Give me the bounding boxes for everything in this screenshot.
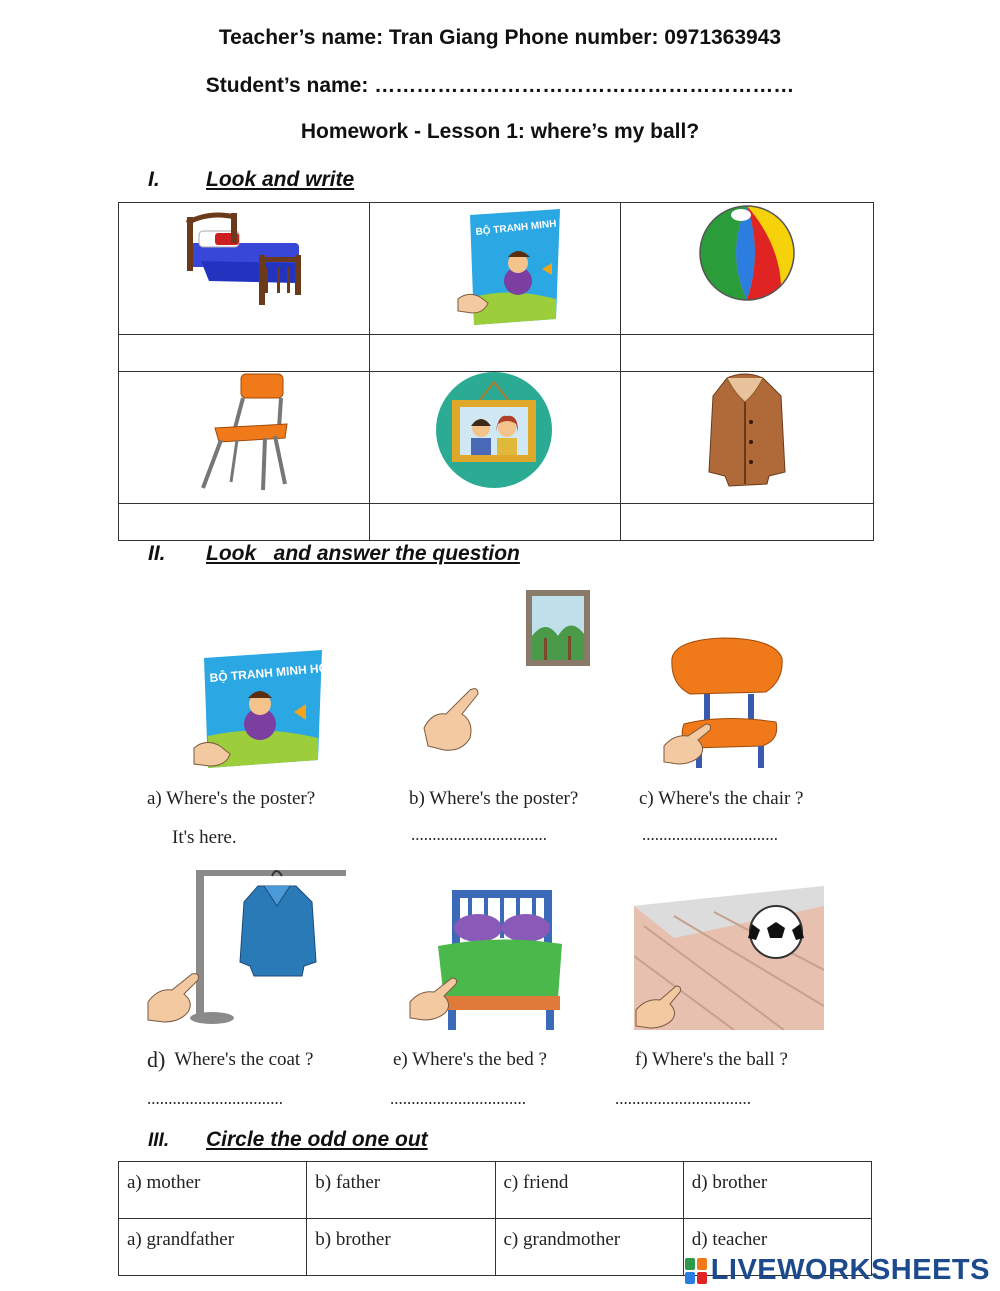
answer-b-line[interactable]: ................................: [411, 825, 547, 844]
table-row: [119, 1162, 872, 1219]
cell-picture-frame: [370, 372, 621, 504]
answer-a: It's here.: [172, 827, 237, 848]
answer-cell-1[interactable]: [119, 335, 370, 372]
page-title: Homework - Lesson 1: where’s my ball?: [300, 120, 700, 143]
section-2-number: II.: [148, 542, 166, 565]
answer-d-line[interactable]: ................................: [147, 1089, 283, 1108]
ball-there-picture: [634, 886, 824, 1030]
word-option[interactable]: c) friend: [495, 1162, 683, 1219]
bed-here-picture: [408, 886, 580, 1032]
word-option[interactable]: c) grandmother: [495, 1219, 683, 1276]
liveworksheets-logo-icon: [685, 1258, 707, 1284]
chair-here-picture: [662, 634, 792, 770]
word-option[interactable]: b) brother: [307, 1219, 495, 1276]
cell-ball-picture: [621, 203, 874, 335]
word-option[interactable]: b) father: [307, 1162, 495, 1219]
answer-c-line[interactable]: ................................: [642, 825, 778, 844]
answer-f-line[interactable]: ................................: [615, 1089, 751, 1108]
question-e: e) Where's the bed ?: [393, 1049, 547, 1070]
poster-title-text: BỘ TRANH MINH HOẠ: [475, 215, 582, 238]
poster-here-picture: [190, 648, 340, 774]
answer-e-line[interactable]: ................................: [390, 1089, 526, 1108]
coat-icon: [621, 372, 873, 503]
family-photo-icon: [370, 372, 620, 503]
cell-chair-picture: [119, 372, 370, 504]
answer-cell-5[interactable]: [370, 504, 621, 541]
answer-cell-3[interactable]: [621, 335, 874, 372]
question-d: Where's the coat ?: [170, 1049, 314, 1070]
question-c: c) Where's the chair ?: [639, 788, 804, 809]
word-option[interactable]: a) grandfather: [119, 1219, 307, 1276]
watermark-text: LIVEWORKSHEETS: [710, 1254, 990, 1286]
answer-cell-4[interactable]: [119, 504, 370, 541]
poster-title-text-2: BỘ TRANH MINH HOẠ: [209, 659, 338, 685]
section-2-title: Look and answer the question: [206, 542, 520, 565]
word-option[interactable]: a) mother: [119, 1162, 307, 1219]
poster-icon: [370, 203, 620, 334]
answer-cell-6[interactable]: [621, 504, 874, 541]
section-3-number: III.: [148, 1130, 170, 1151]
poster-there-picture: [410, 588, 610, 772]
cell-coat-picture: [621, 372, 874, 504]
question-f: f) Where's the ball ?: [635, 1049, 788, 1070]
word-option[interactable]: d) teacher: [683, 1219, 871, 1276]
answer-cell-2[interactable]: [370, 335, 621, 372]
coat-here-picture: [146, 862, 346, 1030]
section-1-number: I.: [148, 168, 160, 191]
cell-poster-picture: [370, 203, 621, 335]
beach-ball-icon: [621, 203, 873, 334]
word-option[interactable]: d) brother: [683, 1162, 871, 1219]
chair-icon: [119, 372, 369, 503]
student-name-line: Student’s name: ……………………………………………………: [205, 74, 795, 97]
section-2-heading: [148, 542, 668, 570]
section-1-heading: [148, 168, 648, 196]
question-d-label: d): [147, 1047, 166, 1072]
section-3-heading: [148, 1128, 668, 1156]
teacher-info: Teacher’s name: Tran Giang Phone number: 0971363943: [218, 26, 782, 49]
question-a: a) Where's the poster?: [147, 788, 316, 809]
cell-bed-picture: [119, 203, 370, 335]
section-1-title: Look and write: [206, 168, 355, 191]
look-and-write-table: [118, 202, 874, 541]
question-b: b) Where's the poster?: [409, 788, 579, 809]
liveworksheets-watermark: [685, 1254, 990, 1287]
section-3-title: Circle the odd one out: [206, 1128, 428, 1151]
bed-icon: [119, 203, 369, 334]
